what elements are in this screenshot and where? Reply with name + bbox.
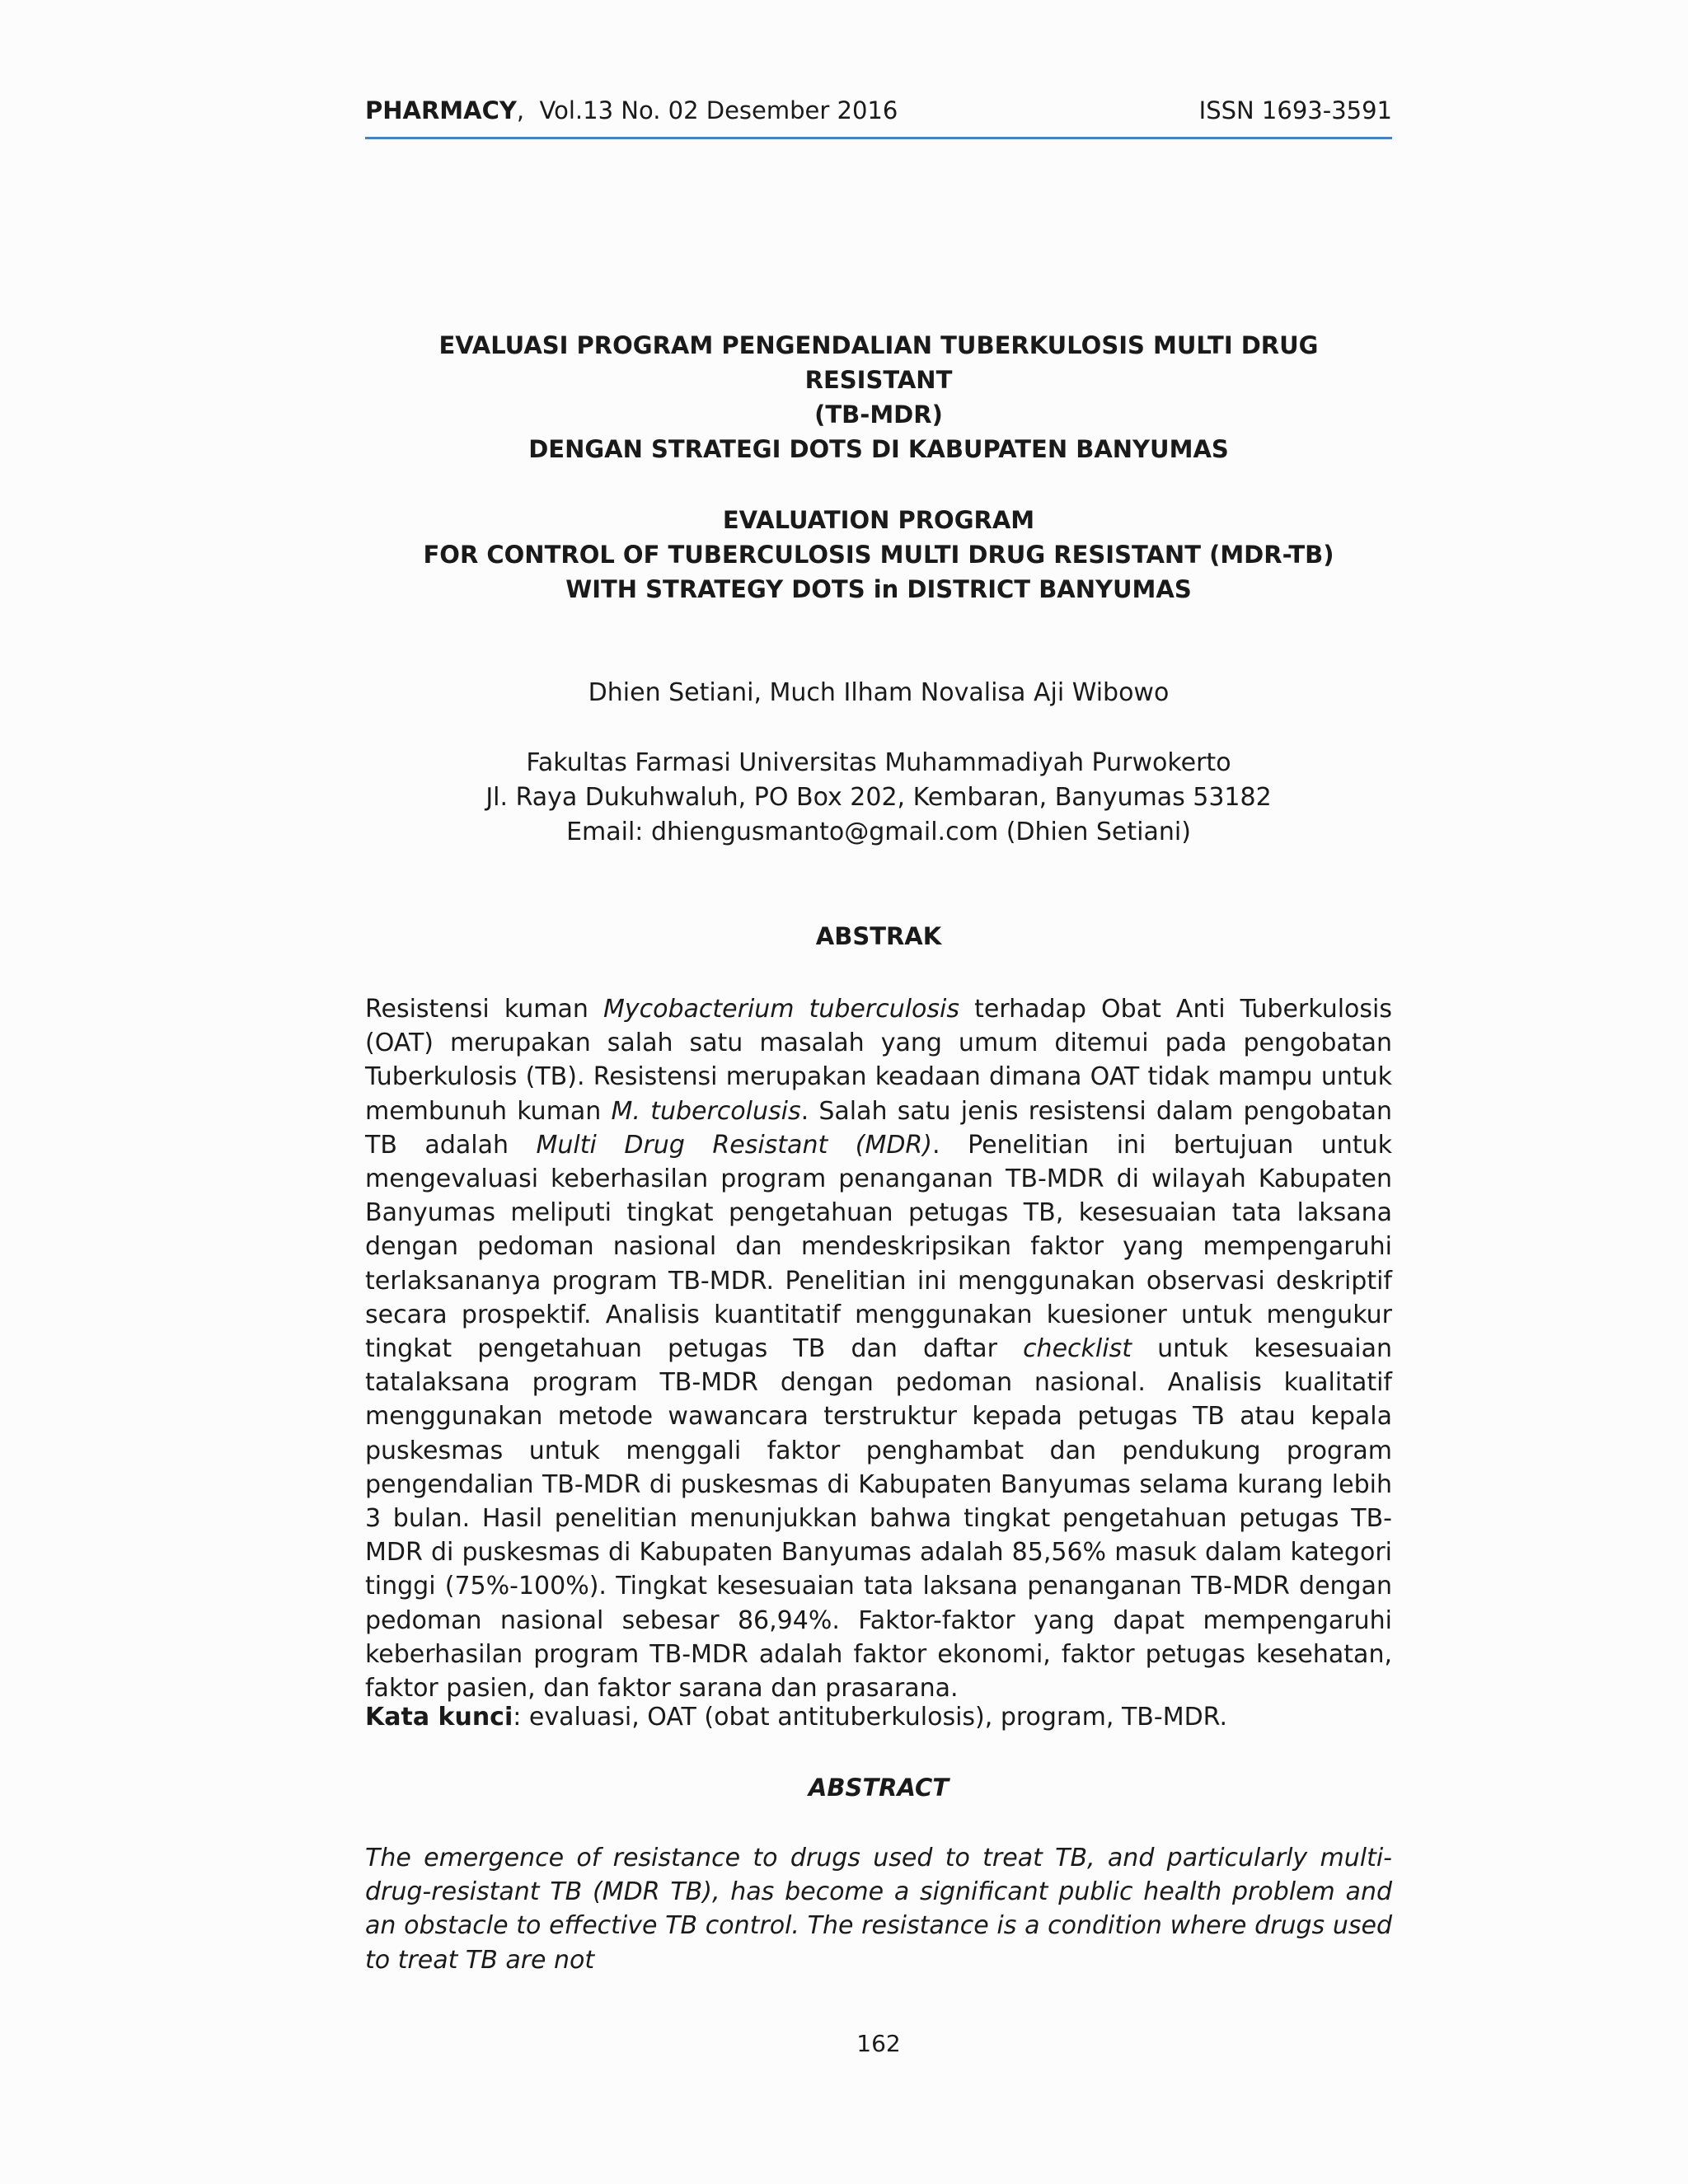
title-id-line: EVALUASI PROGRAM PENGENDALIAN TUBERKULOSIS MULTI DRUG RESISTANT: [438, 331, 1319, 394]
abstract-paragraph: The emergence of resistance to drugs used to treat TB, and particularly multi-drug-resistant TB (MDR TB), has become a significant public health problem and an obstacle to effective TB control. The resistance is a condition where drugs used to treat TB are not: [365, 1844, 1392, 1975]
abstrak-italic: Multi Drug Resistant (MDR): [536, 1130, 932, 1160]
journal-name: PHARMACY: [365, 96, 517, 124]
abstract-heading: ABSTRACT: [808, 1774, 950, 1802]
running-header: [365, 89, 1392, 132]
affiliation-line: Fakultas Farmasi Universitas Muhammadiyah Purwokerto: [526, 748, 1231, 777]
abstrak-paragraph: [365, 992, 1392, 1705]
page-number: 162: [856, 2030, 901, 2057]
affiliation-line: Jl. Raya Dukuhwaluh, PO Box 202, Kembaran, Banyumas 53182: [485, 783, 1272, 812]
keywords-text: : evaluasi, OAT (obat antituberkulosis), program, TB-MDR.: [513, 1703, 1227, 1732]
journal-citation: [365, 89, 898, 132]
abstrak-text: . Penelitian ini bertujuan untuk mengevaluasi keberhasilan program penanganan TB-MDR di wilayah Kabupaten Banyumas meliputi tingkat pengetahuan petugas TB, kesesuaian tata laksana dengan pedoman nasional dan mendeskripsikan faktor yang mempengaruhi terlaksananya program TB-MDR. Penelitian ini menggunakan observasi deskriptif secara prospektif. Analisis kuantitatif menggunakan kuesioner untuk mengukur tingkat pengetahuan petugas TB dan daftar: [365, 1130, 1392, 1364]
abstrak-text: untuk kesesuaian tatalaksana program TB-MDR dengan pedoman nasional. Analisis kualitatif menggunakan metode wawancara terstruktur kepada petugas TB atau kepala puskesmas untuk menggali faktor penghambat dan pendukung program pengendalian TB-MDR di puskesmas di Kabupaten Banyumas selama kurang lebih 3 bulan. Hasil penelitian menunjukkan bahwa tingkat pengetahuan petugas TB-MDR di puskesmas di Kabupaten Banyumas adalah 85,56% masuk dalam kategori tinggi (75%-100%). Tingkat kesesuaian tata laksana penanganan TB-MDR dengan pedoman nasional sebesar 86,94%. Faktor-faktor yang dapat mempengaruhi keberhasilan program TB-MDR adalah faktor ekonomi, faktor petugas kesehatan, faktor pasien, dan faktor sarana dan prasarana.: [365, 1334, 1392, 1704]
title-id-line: DENGAN STRATEGI DOTS DI KABUPATEN BANYUMAS: [528, 435, 1229, 463]
title-en-line: EVALUATION PROGRAM: [722, 506, 1035, 534]
keywords: [365, 1700, 1392, 1734]
email-line: Email: dhiengusmanto@gmail.com (Dhien Setiani): [566, 818, 1191, 846]
title-id-line: (TB-MDR): [814, 401, 943, 429]
abstrak-italic: checklist: [1023, 1334, 1132, 1364]
issn: ISSN 1693-3591: [1198, 96, 1392, 124]
title-en-line: WITH STRATEGY DOTS in DISTRICT BANYUMAS: [565, 575, 1192, 603]
abstrak-heading: ABSTRAK: [815, 922, 942, 950]
abstrak-text: . Salah satu jenis resistensi dalam pengobatan TB adalah: [365, 1096, 1393, 1160]
journal-issue: , Vol.13 No. 02 Desember 2016: [516, 96, 898, 124]
keywords-label: Kata kunci: [365, 1703, 513, 1732]
abstrak-italic: Mycobacterium tuberculosis: [603, 995, 959, 1024]
title-indonesian: [365, 328, 1392, 466]
title-en-line: FOR CONTROL OF TUBERCULOSIS MULTI DRUG RESISTANT (MDR-TB): [423, 541, 1334, 569]
title-english: [365, 503, 1392, 607]
affiliation: [365, 746, 1392, 850]
abstrak-text: terhadap Obat Anti Tuberkulosis (OAT) merupakan salah satu masalah yang umum ditemui pada pengobatan Tuberkulosis (TB). Resistensi merupakan keadaan dimana OAT tidak mampu untuk membunuh kuman: [365, 995, 1392, 1126]
abstrak-italic: M. tubercolusis: [611, 1096, 801, 1126]
header-rule: [365, 137, 1392, 139]
abstrak-text: Resistensi kuman: [365, 995, 603, 1024]
authors: Dhien Setiani, Much Ilham Novalisa Aji Wibowo: [588, 678, 1170, 707]
